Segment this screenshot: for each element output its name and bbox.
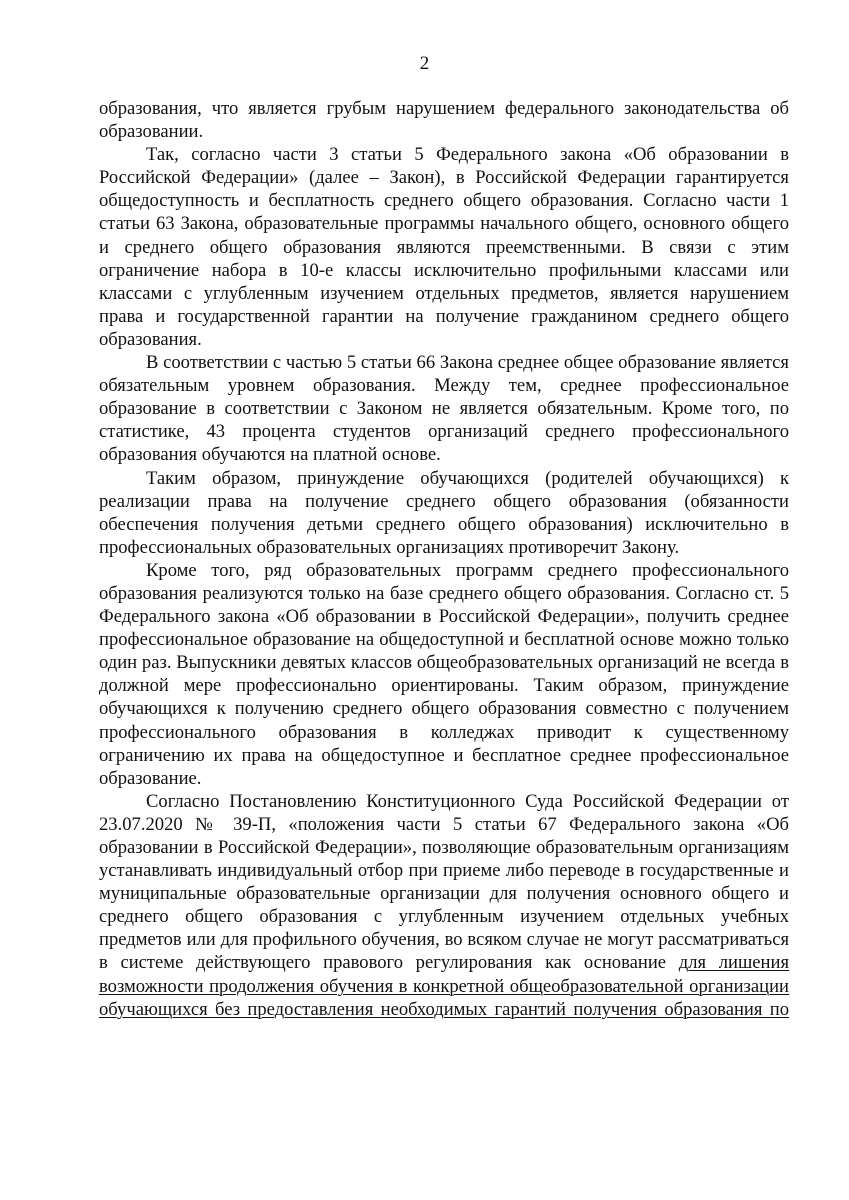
paragraph-2: Так, согласно части 3 статьи 5 Федерального закона «Об образовании в Российской Федерации» (далее – Закон), в Российской Федерации гарантируется общедоступность и бесплатность среднего общего образования. Согласно части 1 статьи 63 Закона, образовательные программы начального общего, основного общего и среднего общего образования являются преемственными. В связи с этим ограничение набора в 10-е классы исключительно профильными классами или классами с углубленным изучением отдельных предметов, является нарушением права и государственной гарантии на получение гражданином среднего общего образования. — [99, 144, 789, 350]
page-number: 2 — [419, 53, 430, 74]
paragraph-3: В соответствии с частью 5 статьи 66 Закона среднее общее образование является обязательным уровнем образования. Между тем, среднее профессиональное образование в соответствии с Законом не является обязательным. Кроме того, по статистике, 43 процента студентов организаций среднего профессионального образования обучаются на платной основе. — [99, 352, 789, 466]
document-body — [99, 97, 789, 1021]
paragraph-1: образования, что является грубым нарушением федерального законодательства об образовании. — [99, 98, 789, 143]
paragraph-5: Кроме того, ряд образовательных программ среднего профессионального образования реализуются только на базе среднего общего образования. Согласно ст. 5 Федерального закона «Об образовании в Российской Федерации», получить среднее профессиональное образование на общедоступной и бесплатной основе можно только один раз. Выпускники девятых классов общеобразовательных организаций не всегда в должной мере профессионально ориентированы. Таким образом, принуждение обучающихся к получению среднего общего образования совместно с получением профессионального образования в колледжах приводит к существенному ограничению их права на общедоступное и бесплатное среднее профессиональное образование. — [99, 559, 789, 789]
paragraph-6-underlined-text: для лишения возможности продолжения обучения в конкретной общеобразовательной организации обучающихся без предоставления необходимых гарантий получения образования по — [99, 952, 789, 1020]
paragraph-6 — [99, 790, 789, 1021]
paragraph-6-text: Согласно Постановлению Конституционного Суда Российской Федерации от 23.07.2020 № 39-П, «положения части 5 статьи 67 Федерального закона «Об образовании в Российской Федерации», позволяющие образовательным организациям устанавливать индивидуальный отбор при приеме либо переводе в государственные и муниципальные образовательные организации для получения основного общего и среднего общего образования с углубленным изучением отдельных учебных предметов или для профильного обучения, во всяком случае не могут рассматриваться в системе действующего правового регулирования как основание — [99, 790, 789, 974]
paragraph-4: Таким образом, принуждение обучающихся (родителей обучающихся) к реализации права на получение среднего общего образования (обязанности обеспечения получения детьми среднего общего образования) исключительно в профессиональных образовательных организациях противоречит Закону. — [99, 467, 789, 558]
